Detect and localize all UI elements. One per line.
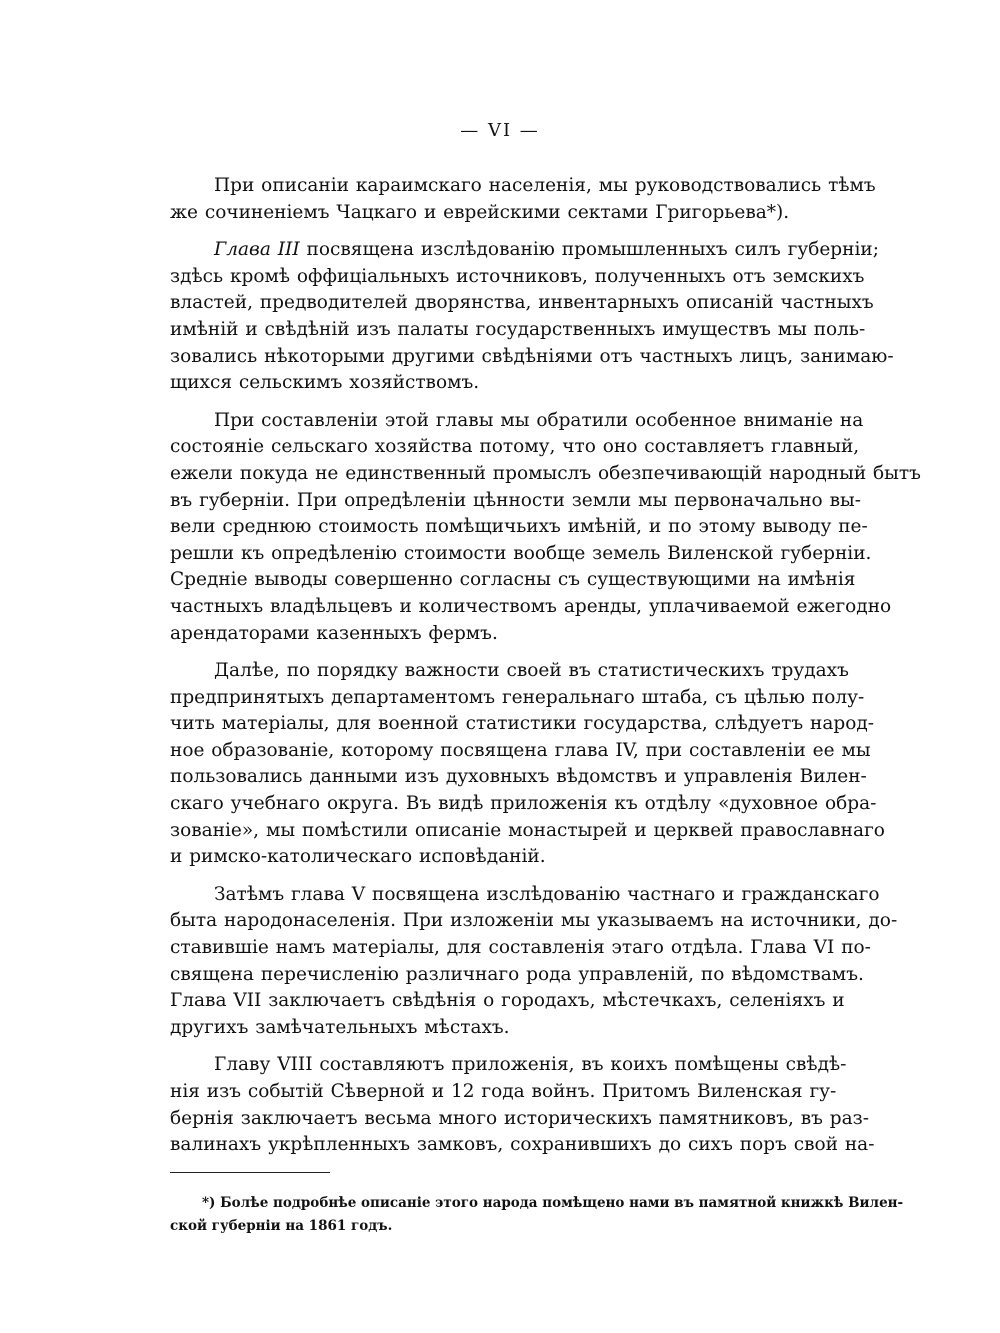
text-line: ежели покуда не единственный промыслъ обезпечивающій народный бытъ [170, 462, 921, 484]
paragraph [170, 173, 876, 226]
text-line: частныхъ владѣльцевъ и количествомъ аренды, уплачиваемой ежегодно [170, 595, 892, 617]
text-line: быта народонаселенія. При изложеніи мы указываемъ на источники, до- [170, 910, 898, 932]
text-line: При составленіи этой главы мы обратили особенное вниманіе на [214, 409, 864, 431]
text-line: зованіе», мы помѣстили описаніе монастырей и церквей православнаго [170, 819, 885, 841]
text-line: нія изъ событій Сѣверной и 12 года войнъ. Притомъ Виленская гу- [170, 1081, 837, 1102]
footnote [170, 1192, 904, 1238]
text-line: бернія заключаетъ весьма много историческихъ памятниковъ, въ раз- [170, 1107, 870, 1129]
text-line [170, 237, 879, 264]
footnote-line: *) Болѣе подробнѣе описаніе этого народа помѣщено нами въ памятной книжкѣ Вилен- [202, 1195, 904, 1211]
text-line: здѣсь кромѣ оффиціальныхъ источниковъ, полученныхъ отъ земскихъ [170, 265, 865, 287]
text-line: щихся сельскимъ хозяйствомъ. [170, 372, 480, 394]
text-line: ставившіе намъ матеріалы, для составленія этаго отдѣла. Глава VI по- [170, 937, 871, 959]
paragraph [170, 1052, 875, 1158]
paragraph [170, 658, 885, 871]
body-text [170, 173, 921, 1159]
text-line: Глава VII заключаетъ свѣдѣнія о городахъ, мѣстечкахъ, селеніяхъ и [170, 990, 845, 1012]
text-line: состояніе сельскаго хозяйства потому, что оно составляетъ главный, [170, 436, 860, 458]
text-line: При описаніи караимскаго населенія, мы руководствовались тѣмъ [214, 175, 876, 196]
text-line: имѣній и свѣдѣній изъ палаты государственныхъ имуществъ мы поль- [170, 318, 866, 340]
text-line: предпринятыхъ департаментомъ генеральнаго штаба, съ цѣлью полу- [170, 686, 865, 708]
text-line: скаго учебнаго округа. Въ видѣ приложенія къ отдѣлу «духовное обра- [170, 793, 877, 815]
footnote-line: ской губерніи на 1861 годъ. [170, 1218, 393, 1234]
text-line: и римско-католическаго исповѣданій. [170, 846, 546, 868]
text-line: же сочиненіемъ Чацкаго и еврейскими сектами Григорьева*). [170, 201, 790, 223]
text-line: пользовались данными изъ духовныхъ вѣдомствъ и управленія Вилен- [170, 766, 867, 788]
text-line: Далѣе, по порядку важности своей въ статистическихъ трудахъ [214, 660, 849, 682]
paragraph [170, 408, 921, 647]
text-line: Затѣмъ глава V посвящена изслѣдованію частнаго и гражданскаго [214, 883, 880, 905]
text-line: въ губерніи. При опредѣленіи цѣнности земли мы первоначально вы- [170, 489, 861, 511]
text-line: Средніе выводы совершенно согласны съ существующими на имѣнія [170, 569, 856, 591]
footnote-divider [170, 1172, 330, 1173]
text-line: священа перечисленію различнаго рода управленій, по вѣдомствамъ. [170, 963, 864, 985]
text-line: арендаторами казенныхъ фермъ. [170, 622, 498, 644]
paragraph [170, 882, 898, 1042]
text-line: зовались нѣкоторыми другими свѣдѣніями отъ частныхъ лицъ, занимаю- [170, 345, 894, 367]
page-number: — VI — [460, 120, 540, 141]
text-line: чить матеріалы, для военной статистики государства, слѣдуетъ народ- [170, 713, 874, 735]
text-line: валинахъ укрѣпленныхъ замковъ, сохранившихъ до сихъ поръ свой на- [170, 1134, 875, 1156]
text-line: решли къ опредѣленію стоимости вообще земель Виленской губерніи. [170, 542, 872, 564]
text-line: другихъ замѣчательныхъ мѣстахъ. [170, 1016, 510, 1038]
chapter-reference-italic: Глава III [214, 239, 300, 261]
text-line: ное образованіе, которому посвящена глава IV, при составленіи ее мы [170, 739, 871, 761]
text-line: вели среднюю стоимость помѣщичьихъ имѣній, и по этому выводу пе- [170, 516, 868, 538]
text-line: Главу VIII составляютъ приложенія, въ коихъ помѣщены свѣдѣ- [214, 1054, 847, 1076]
text-line: властей, предводителей дворянства, инвентарныхъ описаній частныхъ [170, 292, 874, 314]
paragraph [170, 237, 894, 397]
text-fragment: посвящена изслѣдованію промышленныхъ силъ губерніи; [299, 239, 879, 261]
